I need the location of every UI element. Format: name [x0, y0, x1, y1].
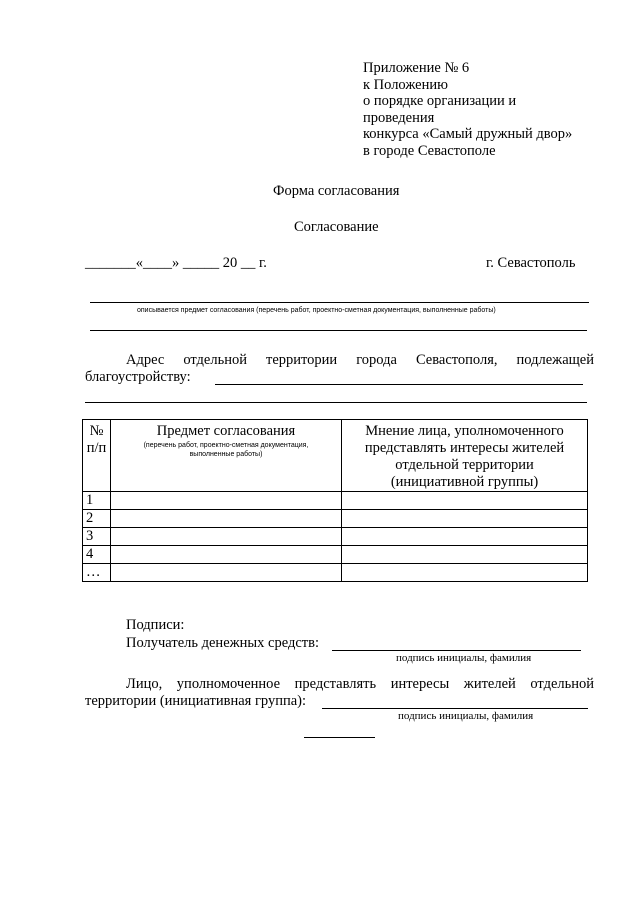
recipient-signature-line[interactable]	[332, 650, 581, 651]
col-header-num	[83, 420, 111, 492]
row-number: 1	[83, 492, 111, 510]
subject-cell[interactable]	[111, 546, 342, 564]
address-line: Адрес отдельной территории города Севастополя, подлежащей	[126, 352, 594, 368]
col-header-subject	[111, 420, 342, 492]
col-header-subject-label: Предмет согласования	[156, 423, 296, 439]
appendix-line: о порядке организации и	[363, 93, 517, 109]
table-row	[83, 510, 588, 528]
address-label: благоустройству:	[85, 369, 191, 385]
col-header-opinion	[342, 420, 588, 492]
appendix-header	[363, 60, 572, 159]
row-number: 3	[83, 528, 111, 546]
appendix-line: в городе Севастополе	[363, 142, 496, 159]
person-line: Лицо, уполномоченное представлять интересы жителей отдельной	[126, 676, 594, 692]
opinion-cell[interactable]	[342, 528, 588, 546]
subject-cell[interactable]	[111, 510, 342, 528]
table-row	[83, 564, 588, 582]
subject-input-line[interactable]	[90, 302, 589, 303]
subject-input-line-2[interactable]	[90, 330, 587, 331]
signatures-heading: Подписи:	[126, 617, 185, 633]
approval-table	[82, 419, 588, 582]
table-row	[83, 528, 588, 546]
subject-cell[interactable]	[111, 528, 342, 546]
person-signature-line[interactable]	[322, 708, 588, 709]
appendix-line: Приложение № 6	[363, 60, 470, 76]
person-label: территории (инициативная группа):	[85, 693, 307, 709]
person-caption: подпись инициалы, фамилия	[398, 710, 534, 722]
appendix-line: конкурса «Самый дружный двор»	[363, 126, 573, 142]
col-header-num-label: № п/п	[86, 423, 107, 456]
opinion-cell[interactable]	[342, 564, 588, 582]
date-field[interactable]: _______«____» _____ 20 __ г.	[85, 255, 267, 271]
row-number: …	[83, 564, 111, 582]
subject-cell[interactable]	[111, 564, 342, 582]
col-header-opinion-label: Мнение лица, уполномоченного представлять интересы жителей отдельной территории (инициативной группы)	[364, 423, 565, 490]
opinion-cell[interactable]	[342, 510, 588, 528]
row-number: 2	[83, 510, 111, 528]
opinion-cell[interactable]	[342, 546, 588, 564]
table-header-row	[83, 420, 588, 492]
city-label: г. Севастополь	[486, 255, 576, 271]
subject-cell[interactable]	[111, 492, 342, 510]
appendix-line: проведения	[363, 109, 435, 126]
doc-title: Согласование	[294, 219, 379, 235]
address-input-line[interactable]	[215, 384, 583, 385]
address-input-line-2[interactable]	[85, 402, 587, 403]
appendix-line: к Положению	[363, 76, 448, 93]
table-row	[83, 492, 588, 510]
closing-divider	[304, 737, 375, 738]
row-number: 4	[83, 546, 111, 564]
opinion-cell[interactable]	[342, 492, 588, 510]
form-title: Форма согласования	[273, 183, 400, 199]
recipient-label: Получатель денежных средств:	[126, 635, 319, 651]
col-header-subject-note: (перечень работ, проектно-сметная документация, выполненные работы)	[143, 442, 309, 458]
table-row	[83, 546, 588, 564]
subject-caption: описывается предмет согласования (перечень работ, проектно-сметная документация, выполненные работы)	[137, 307, 496, 314]
recipient-caption: подпись инициалы, фамилия	[396, 652, 532, 664]
